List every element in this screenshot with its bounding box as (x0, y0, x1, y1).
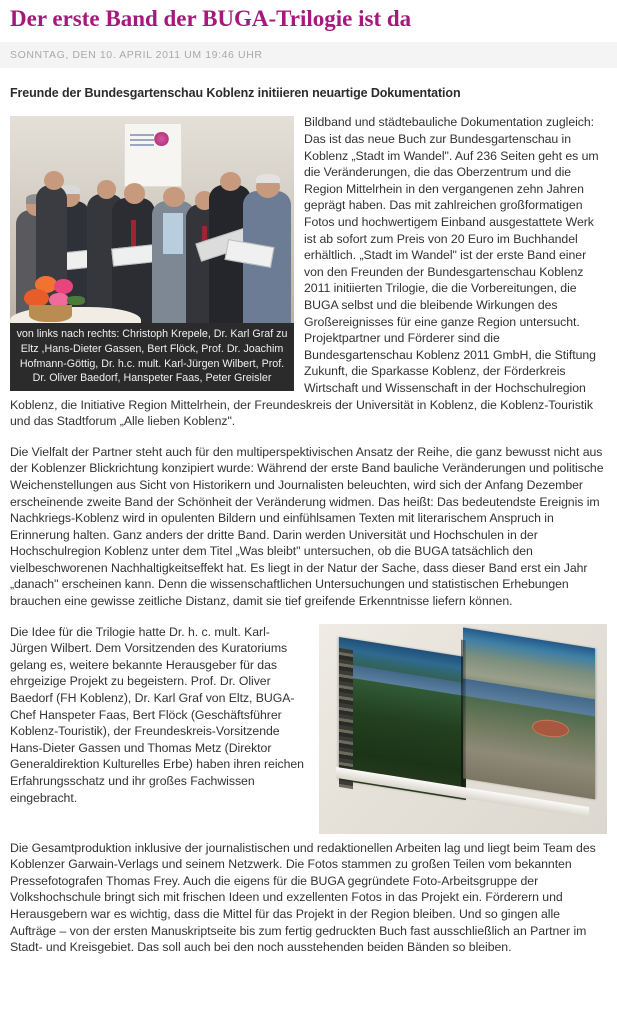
paragraph-4: Die Gesamtproduktion inklusive der journalistischen und redaktionellen Arbeiten lag und liegt beim Team des Koblenzer Garwain-Verlags und seinem Netzwerk. Die Fotos stammen zu großen Teilen vom bekannten Pressefotografen Thomas Frey. Auch die eigens für die BUGA gegründete Foto-Arbeitsgruppe der Volkshochschule bringt sich mit frischen Ideen und exzellenten Fotos in das Projekt ein. Förderern und Herausgebern war es wichtig, dass die Mittel für das Projekt in der Region bleiben. Und so gingen alle Aufträge – von der ersten Manuskriptseite bis zum fertig gedruckten Buch fast ausschließlich an Partner im Stadt- und Kreisgebiet. Das soll auch bei den noch ausstehenden beiden Bänden so bleiben. (10, 840, 596, 955)
flower-leaf (67, 296, 85, 305)
flower (24, 289, 49, 307)
paragraph-1: Bildband und städtebauliche Dokumentation zugleich: Das ist das neue Buch zur Bundesgartenschau in Koblenz „Stadt im Wandel". Auf 236 Seiten geht es um die Veränderungen, die das Oberzentrum und die Region Mittelrhein in den vergangenen zehn Jahren geprägt haben. Das mit zahlreichen großformatigen Fotos und hochwertigem Einband ausgestattete Werk ist ab sofort zum Preis von 20 Euro im Buchhandel erhältlich. „Stadt im Wandel" ist der erste Band einer von den Freunden der Bundesgartenschau Koblenz 2011 initiierten Trilogie, die die Vorbereitungen, die BUGA selbst und die bleibende Wirkungen des Großereignisses für eine ganze Region untersucht. Projektpartner und Förderer sind die Bundesgartenschau Koblenz 2011 GmbH, die Stiftung Zukunft, die Sparkasse Koblenz, der Förderkreis Wirtschaft und Wissenschaft in der Hochschulregion Koblenz, die Initiative Region Mittelrhein, der Freundeskreis der Universität in Koblenz, die Koblenz-Touristik und das Stadtforum „Alle lieben Koblenz". (10, 115, 599, 429)
article-page (0, 6, 617, 956)
person-shirt (163, 213, 183, 254)
person-tie (131, 220, 137, 248)
banner-text-lines (130, 134, 154, 136)
figure-book-photo (319, 624, 607, 834)
river-band (339, 662, 466, 695)
flower-bouquet (21, 274, 95, 324)
flower-vase (29, 305, 72, 323)
book-page-right (463, 628, 595, 800)
publication-date: SONNTAG, DEN 10. APRIL 2011 UM 19:46 UHR (0, 42, 617, 68)
person-head (163, 187, 184, 207)
group-photo-image (10, 116, 294, 323)
group-photo-caption: von links nach rechts: Christoph Krepele, Dr. Karl Graf zu Eltz ,Hans-Dieter Gassen, Bert Flöck, Prof. Dr. Joachim Hofmann-Göttig, Dr. h.c. mult. Karl-Jürgen Wilbert, Prof. Dr. Oliver Baedorf, Hanspeter Faas, Peter Greisler (10, 323, 294, 390)
flower (54, 279, 73, 294)
book-photo-image (319, 624, 607, 834)
book-section (10, 624, 607, 840)
figure-group-photo (10, 116, 294, 390)
person-head (44, 171, 64, 190)
paragraph-2: Die Vielfalt der Partner steht auch für den multiperspektivischen Ansatz der Reihe, die ganz bewusst nicht aus der Koblenzer Blickrichtung konzipiert wurde: Während der erste Band bauliche Veränderungen und politische Weichenstellungen aus Sicht von Historikern und Journalisten beleuchten, wird sich der Anfang Dezember erscheinende zweite Band der Schönheit der Veränderung widmen. Das heißt: Das bedeutendste Ereignis im Nachkriegs-Koblenz wird in opulenten Bildern und einfühlsamen Texten mit literarischem Anspruch in Erinnerung halten. Ganz anders der dritte Band. Darin werden Universität und Hochschulen in der Hochschulregion Koblenz unter dem Titel „Was bleibt" untersuchen, ob die BUGA tatsächlich den vielbeschworenen Nachhaltigkeitseffekt hat. Es liegt in der Natur der Sache, dass dieser Band erst ein Jahr „danach" erscheinen kann. Denn die wissenschaftlichen Untersuchungen und statistischen Erhebungen brauchen eine gewisse zeitliche Distanz, damit sie tief greifende Erkenntnisse liefern können. (10, 444, 604, 609)
page-title: Der erste Band der BUGA-Trilogie ist da (10, 6, 412, 31)
person-head (124, 183, 145, 203)
paragraph-3: Die Idee für die Trilogie hatte Dr. h. c. mult. Karl-Jürgen Wilbert. Dem Vorsitzenden des Kuratoriums gelang es, weitere bekannte Herausgeber für das ehrgeizige Projekt zu begeistern. Prof. Dr. Oliver Baedorf (FH Koblenz), Dr. Karl Graf von Eltz, BUGA-Chef Hanspeter Faas, Bert Flöck (Geschäftsführer Koblenz-Touristik), der Freundeskreis-Vorsitzende Hans-Dieter Gassen und Thomas Metz (Direktor Generaldirektion Kulturelles Erbe) haben ihren reichen Erfahrungsschatz und ihr großes Fachwissen eingebracht. (10, 624, 304, 805)
intro-section (10, 114, 607, 443)
article-subtitle: Freunde der Bundesgartenschau Koblenz initiieren neuartige Dokumentation (10, 86, 461, 101)
river-band (463, 679, 595, 717)
person-hair (256, 174, 280, 183)
book-spine (461, 640, 466, 790)
